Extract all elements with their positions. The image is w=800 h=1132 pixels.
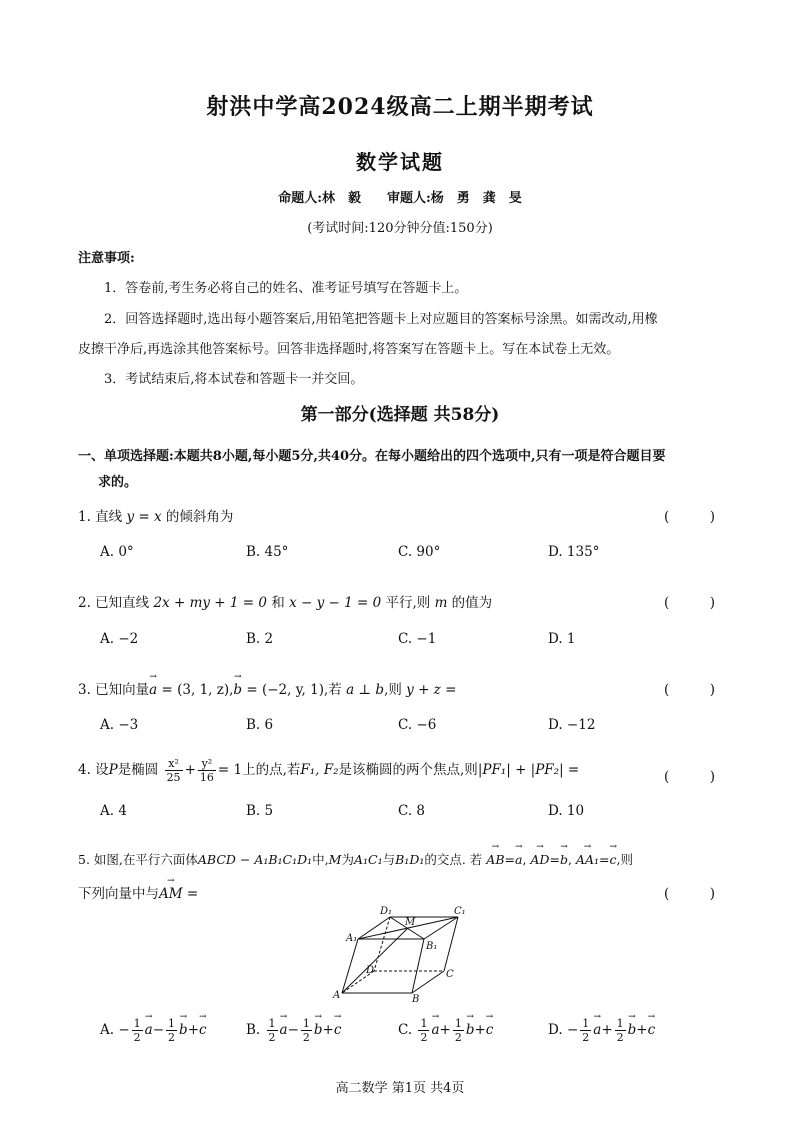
q3-option-c: C. −6 [398,717,437,733]
label-d1: D₁ [380,906,393,917]
section-one-heading: 一、单项选择题:本题共8小题,每小题5分,共40分。在每小题给出的四个选项中,只有一项是符合题目要 [78,449,666,464]
q3-option-d: D. −12 [548,717,596,733]
page-footer: 高二数学 第1页 共4页 [335,1081,465,1096]
answer-paren-2[interactable]: ( ) [664,595,716,611]
time-info: (考试时间:120分钟分值:150分) [307,221,493,236]
q5-option-a: A. − $\frac{1}{2}$ → a− $\frac{1}{2}$ → b+→ c [100,1017,207,1044]
label-d: D [366,965,375,976]
q4-option-a: A. 4 [100,803,127,819]
exam-title: 射洪中学高2024级高二上期半期考试 [206,94,594,120]
answer-paren-1[interactable]: ( ) [664,509,716,525]
exam-subtitle: 数学试题 [356,150,444,174]
q3-option-a: A. −3 [100,717,139,733]
q4-option-b: B. 5 [246,803,274,819]
question-5-stem-line-1: 5. 如图,在平行六面体ABCD − A₁B₁C₁D₁中,M为A₁C₁与B₁D₁的交点. 若 → AB=→ a, → AD=→ b, → AA₁=→ c,则 [78,850,633,868]
answer-paren-3[interactable]: ( ) [664,682,716,698]
notice-item-2-line-1: 2．回答选择题时,选出每小题答案后,用铅笔把答题卡上对应题目的答案标号涂黑。如需改动,用橡 [104,312,658,327]
label-a: A [333,990,341,1001]
authors-line: 命题人:林 毅 审题人:杨 勇 龚 旻 [278,191,522,206]
q2-option-d: D. 1 [548,631,576,647]
part-one-title: 第一部分(选择题 共58分) [300,405,500,425]
q5-option-b: B. $\frac{1}{2}$ → a− $\frac{1}{2}$ → b+→ c [246,1017,341,1044]
edge-dd1-hidden [374,917,390,971]
parallelepiped-figure [330,905,480,1005]
q4-option-d: D. 10 [548,803,585,819]
notice-item-3: 3．考试结束后,将本试卷和答题卡一并交回。 [104,372,364,387]
q1-option-d: D. 135° [548,544,600,560]
q2-option-b: B. 2 [246,631,274,647]
q4-option-c: C. 8 [398,803,426,819]
label-c1: C₁ [454,906,466,917]
label-a1: A₁ [346,933,358,944]
label-c: C [446,969,454,980]
q1-option-a: A. 0° [100,544,134,560]
q3-option-b: B. 6 [246,717,274,733]
fraction-x2-25: $\frac{\text{x²}}{25}$ [166,757,181,784]
q5-option-d: D. − $\frac{1}{2}$ → a+ $\frac{1}{2}$ → b+→ c [548,1017,655,1044]
answer-paren-4[interactable]: ( ) [664,769,716,785]
q5-option-c: C. $\frac{1}{2}$ → a+ $\frac{1}{2}$ → b+→ c [398,1017,493,1044]
notice-heading: 注意事项: [78,251,135,266]
q1-option-c: C. 90° [398,544,441,560]
label-b: B [412,994,420,1005]
question-3-stem: 3. 已知向量→ a = (3, 1, z),→ b = (−2, y, 1),若 a ⊥ b,则 y + z = [78,678,456,698]
q2-option-c: C. −1 [398,631,437,647]
notice-item-1: 1．答卷前,考生务必将自己的姓名、准考证号填写在答题卡上。 [104,281,468,296]
section-one-heading-cont: 求的。 [98,475,138,490]
edge-bb1 [412,939,424,993]
question-4-stem: 4. 设P是椭圆 $\frac{\text{x²}}{25}$ + $\frac{\text{y²}}{16}$ = 1上的点,若F₁, F₂是该椭圆的两个焦点,则|PF₁| + |PF₂| = [78,757,580,784]
label-b1: B₁ [426,941,438,952]
label-m: M [405,917,416,928]
notice-item-2-line-2: 皮擦干净后,再选涂其他答案标号。回答非选择题时,将答案写在答题卡上。写在本试卷上无效。 [78,342,620,357]
question-1-stem: 1. 直线 y = x 的倾斜角为 [78,509,234,525]
answer-paren-5[interactable]: ( ) [664,886,716,902]
question-2-stem: 2. 已知直线 2x + my + 1 = 0 和 x − y − 1 = 0 平行,则 m 的值为 [78,595,493,611]
fraction-y2-16: $\frac{\text{y²}}{16}$ [199,757,214,784]
q1-option-b: B. 45° [246,544,289,560]
edge-bc [412,971,444,993]
q2-option-a: A. −2 [100,631,139,647]
question-5-stem-line-2: 下列向量中与→ AM = [78,882,198,902]
